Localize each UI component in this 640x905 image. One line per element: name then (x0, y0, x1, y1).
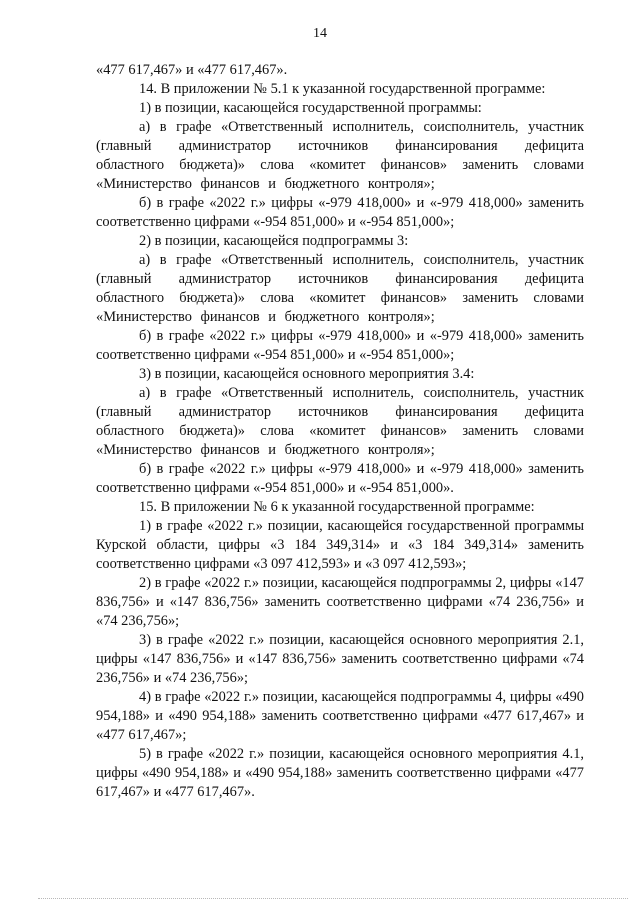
paragraph-14-2-a: а) в графе «Ответственный исполнитель, соисполнитель, участник (главный администратор источников финансирования дефицита областного бюджета)» слова «комитет финансов» заменить словами «Министерство финансов и бюджетного контроля»; (96, 252, 584, 325)
paragraph-15-3: 3) в графе «2022 г.» позиции, касающейся основного мероприятия 2.1, цифры «147 836,756» и «147 836,756» заменить соответственно цифрами «74 236,756» и «74 236,756»; (96, 632, 584, 686)
paragraph-14-2-b: б) в графе «2022 г.» цифры «-979 418,000» и «-979 418,000» заменить соответственно цифрами «-954 851,000» и «-954 851,000»; (96, 328, 584, 363)
paragraph-section-15: 15. В приложении № 6 к указанной государственной программе: (139, 499, 535, 515)
paragraph-14-3-b: б) в графе «2022 г.» цифры «-979 418,000» и «-979 418,000» заменить соответственно цифрами «-954 851,000» и «-954 851,000». (96, 461, 584, 496)
bottom-edge-divider (38, 898, 628, 899)
paragraph-14-1-a: а) в графе «Ответственный исполнитель, соисполнитель, участник (главный администратор источников финансирования дефицита областного бюджета)» слова «комитет финансов» заменить словами «Министерство финансов и бюджетного контроля»; (96, 119, 584, 192)
paragraph-14-1-b: б) в графе «2022 г.» цифры «-979 418,000» и «-979 418,000» заменить соответственно цифрами «-954 851,000» и «-954 851,000»; (96, 195, 584, 230)
paragraph-15-4: 4) в графе «2022 г.» позиции, касающейся подпрограммы 4, цифры «490 954,188» и «490 954,188» заменить соответственно цифрами «477 617,467» и «477 617,467»; (96, 689, 584, 743)
paragraph-14-3-a: а) в графе «Ответственный исполнитель, соисполнитель, участник (главный администратор источников финансирования дефицита областного бюджета)» слова «комитет финансов» заменить словами «Министерство финансов и бюджетного контроля»; (96, 385, 584, 458)
paragraph-continuation: «477 617,467» и «477 617,467». (96, 62, 288, 78)
paragraph-section-14: 14. В приложении № 5.1 к указанной государственной программе: (139, 81, 546, 97)
document-body (96, 61, 584, 802)
paragraph-15-1: 1) в графе «2022 г.» позиции, касающейся государственной программы Курской области, цифры «3 184 349,314» и «3 184 349,314» заменить соответственно цифрами «3 097 412,593» и «3 097 412,593»; (96, 518, 584, 572)
paragraph-14-2: 2) в позиции, касающейся подпрограммы 3: (139, 233, 409, 249)
paragraph-14-1: 1) в позиции, касающейся государственной программы: (139, 100, 482, 116)
paragraph-14-3: 3) в позиции, касающейся основного мероприятия 3.4: (139, 366, 475, 382)
paragraph-15-5: 5) в графе «2022 г.» позиции, касающейся основного мероприятия 4.1, цифры «490 954,188» и «490 954,188» заменить соответственно цифрами «477 617,467» и «477 617,467». (96, 746, 584, 800)
page-number: 14 (313, 26, 327, 41)
paragraph-15-2: 2) в графе «2022 г.» позиции, касающейся подпрограммы 2, цифры «147 836,756» и «147 836,756» заменить соответственно цифрами «74 236,756» и «74 236,756»; (96, 575, 584, 629)
